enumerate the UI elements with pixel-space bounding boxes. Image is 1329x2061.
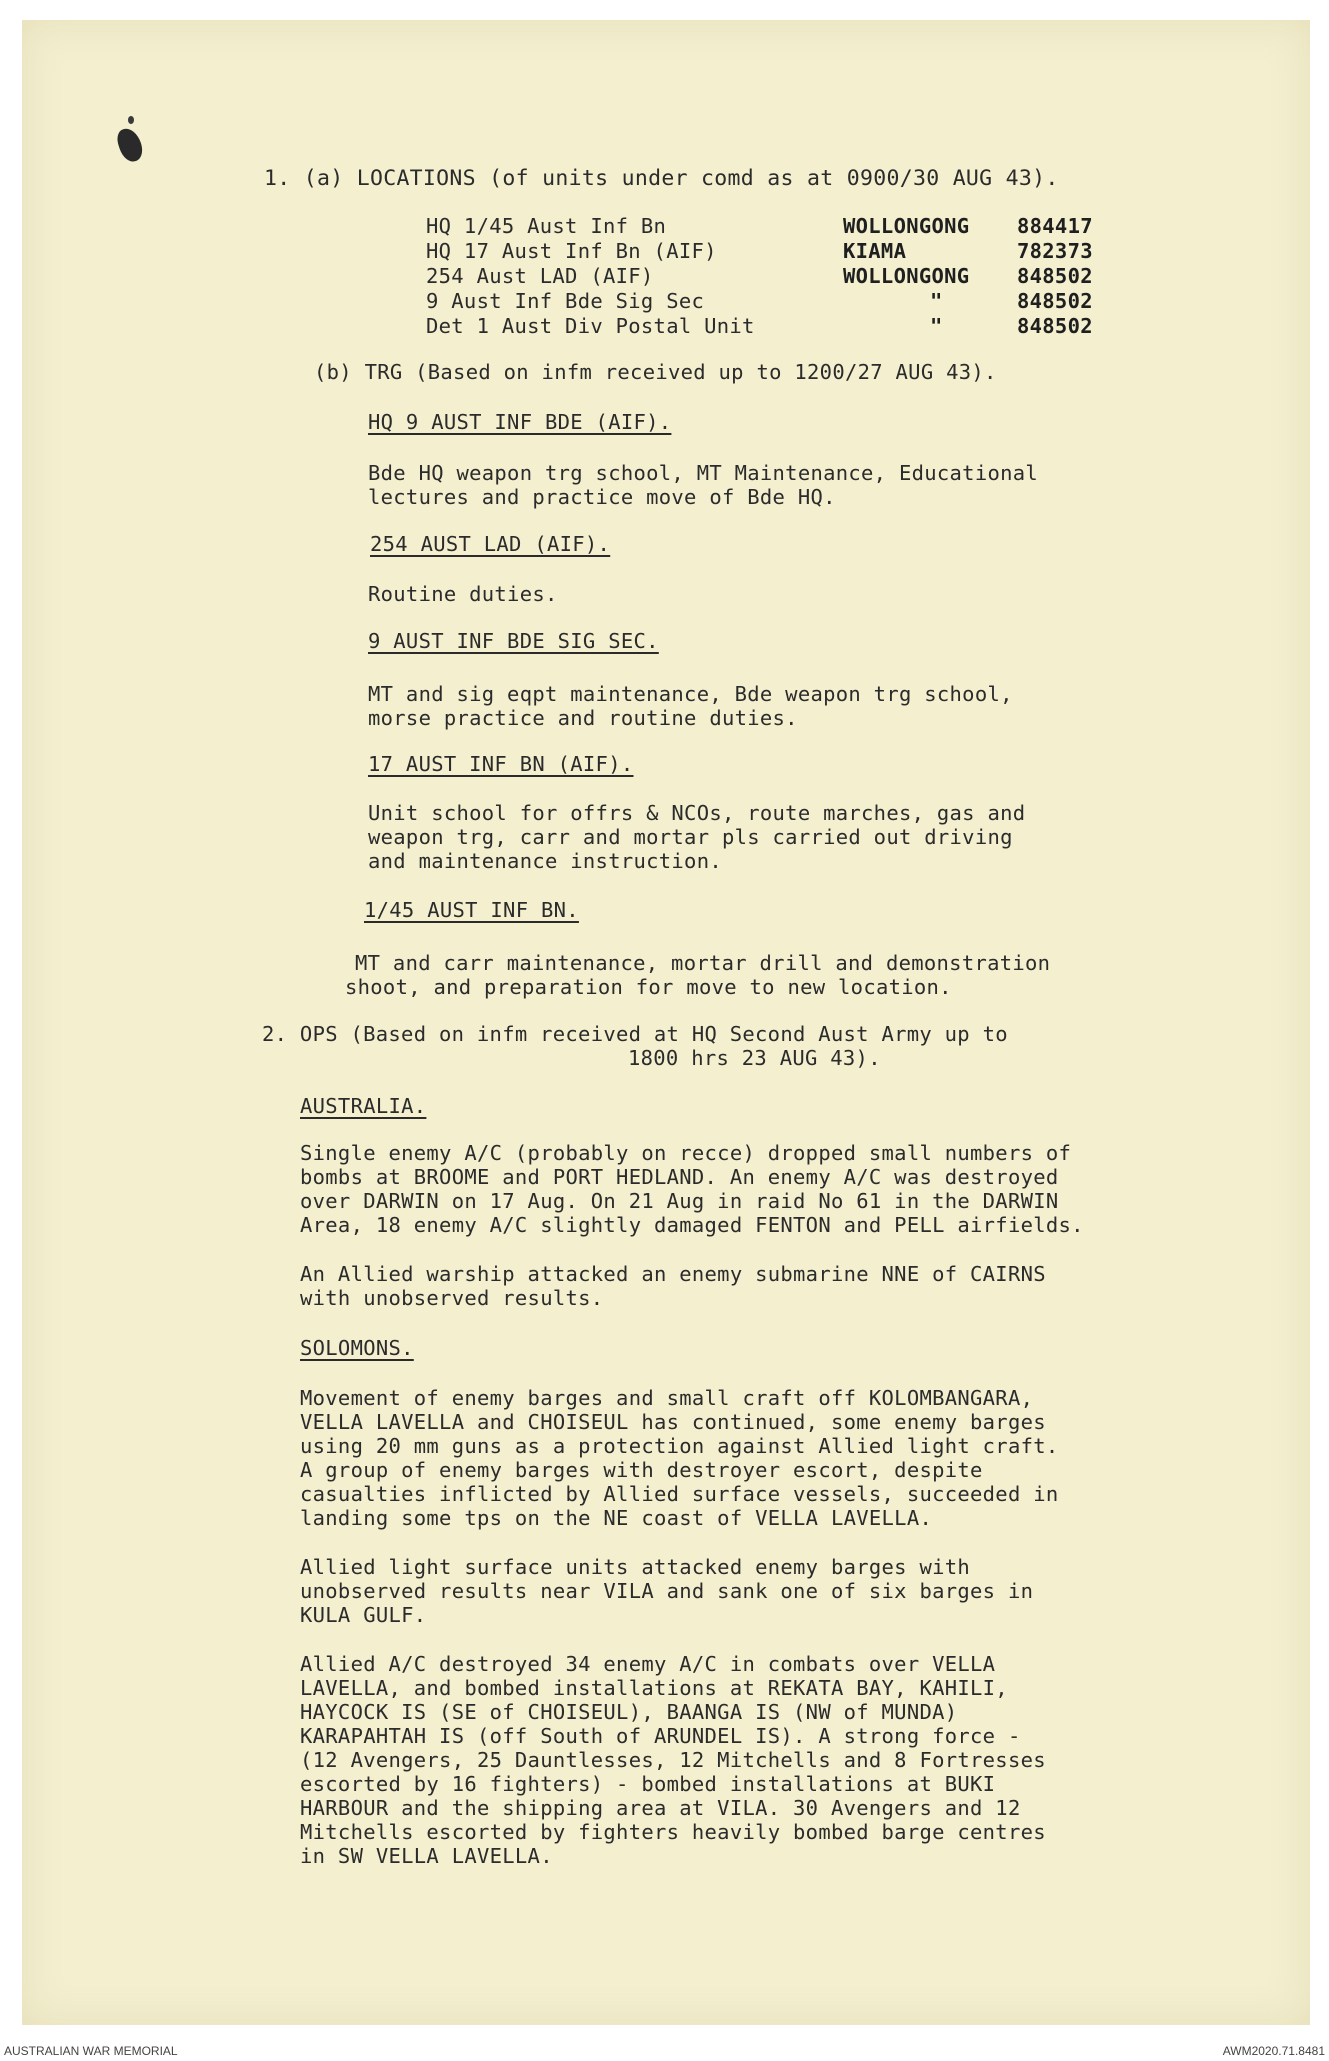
unit-text-line: Routine duties. (368, 582, 558, 606)
location-place: " (930, 314, 943, 338)
unit-title: 9 AUST INF BDE SIG SEC. (368, 629, 659, 653)
location-place: WOLLONGONG (843, 264, 970, 288)
report-line: Movement of enemy barges and small craft off KOLOMBANGARA, (300, 1386, 1034, 1410)
unit-text-line: weapon trg, carr and mortar pls carried out driving (368, 825, 1013, 849)
punch-hole (114, 125, 145, 164)
solomons-title: SOLOMONS. (300, 1336, 414, 1360)
location-place: KIAMA (843, 239, 907, 263)
location-unit: Det 1 Aust Div Postal Unit (426, 314, 755, 338)
location-unit: 9 Aust Inf Bde Sig Sec (426, 289, 705, 313)
report-line: landing some tps on the NE coast of VELLA LAVELLA. (300, 1506, 933, 1530)
report-line: bombs at BROOME and PORT HEDLAND. An enemy A/C was destroyed (300, 1165, 1059, 1189)
section-2-heading-cont: 1800 hrs 23 AUG 43). (628, 1046, 881, 1070)
unit-text-line: Bde HQ weapon trg school, MT Maintenance, Educational (368, 461, 1039, 485)
report-line: with unobserved results. (300, 1286, 604, 1310)
report-line: LAVELLA, and bombed installations at REKATA BAY, KAHILI, (300, 1676, 1008, 1700)
location-ref: 848502 (1017, 314, 1093, 338)
report-line: Mitchells escorted by fighters heavily bombed barge centres (300, 1820, 1046, 1844)
location-ref: 782373 (1017, 239, 1093, 263)
unit-title: 17 AUST INF BN (AIF). (368, 752, 634, 776)
report-line: KULA GULF. (300, 1603, 427, 1627)
unit-text-line: Unit school for offrs & NCOs, route marches, gas and (368, 801, 1026, 825)
section-2-heading: 2. OPS (Based on infm received at HQ Second Aust Army up to (262, 1022, 1008, 1046)
report-line: Area, 18 enemy A/C slightly damaged FENTON and PELL airfields. (300, 1213, 1084, 1237)
unit-text-line: MT and carr maintenance, mortar drill and demonstration (355, 951, 1051, 975)
location-unit: 254 Aust LAD (AIF) (426, 264, 654, 288)
report-line: Allied A/C destroyed 34 enemy A/C in combats over VELLA (300, 1652, 996, 1676)
report-line: VELLA LAVELLA and CHOISEUL has continued, some enemy barges (300, 1410, 1046, 1434)
report-line: KARAPAHTAH IS (off South of ARUNDEL IS). A strong force - (300, 1724, 1021, 1748)
unit-text-line: morse practice and routine duties. (368, 706, 798, 730)
report-line: casualties inflicted by Allied surface vessels, succeeded in (300, 1482, 1059, 1506)
unit-text-line: shoot, and preparation for move to new location. (345, 975, 952, 999)
report-line: An Allied warship attacked an enemy submarine NNE of CAIRNS (300, 1262, 1046, 1286)
report-line: unobserved results near VILA and sank one of six barges in (300, 1579, 1034, 1603)
location-ref: 884417 (1017, 214, 1093, 238)
report-line: escorted by 16 fighters) - bombed installations at BUKI (300, 1772, 996, 1796)
training-heading: (b) TRG (Based on infm received up to 1200/27 AUG 43). (314, 360, 997, 384)
location-ref: 848502 (1017, 264, 1093, 288)
report-line: over DARWIN on 17 Aug. On 21 Aug in raid No 61 in the DARWIN (300, 1189, 1059, 1213)
report-line: A group of enemy barges with destroyer escort, despite (300, 1458, 983, 1482)
footer-reference: AWM2020.71.8481 (1222, 2044, 1325, 2058)
report-line: using 20 mm guns as a protection against Allied light craft. (300, 1434, 1059, 1458)
location-place: " (930, 289, 943, 313)
unit-title: HQ 9 AUST INF BDE (AIF). (368, 410, 672, 434)
location-unit: HQ 1/45 Aust Inf Bn (426, 214, 667, 238)
section-1-heading: 1. (a) LOCATIONS (of units under comd as at 0900/30 AUG 43). (264, 166, 1059, 191)
report-line: Single enemy A/C (probably on recce) dropped small numbers of (300, 1141, 1072, 1165)
unit-text-line: lectures and practice move of Bde HQ. (368, 485, 836, 509)
footer-source: AUSTRALIAN WAR MEMORIAL (4, 2044, 178, 2058)
location-ref: 848502 (1017, 289, 1093, 313)
report-line: HARBOUR and the shipping area at VILA. 30 Avengers and 12 (300, 1796, 1021, 1820)
punch-hole-mark (128, 116, 134, 124)
unit-text-line: and maintenance instruction. (368, 849, 722, 873)
location-unit: HQ 17 Aust Inf Bn (AIF) (426, 239, 717, 263)
location-place: WOLLONGONG (843, 214, 970, 238)
australia-title: AUSTRALIA. (300, 1094, 427, 1118)
report-line: Allied light surface units attacked enemy barges with (300, 1555, 971, 1579)
unit-title: 254 AUST LAD (AIF). (370, 532, 611, 556)
report-line: HAYCOCK IS (SE of CHOISEUL), BAANGA IS (NW of MUNDA) (300, 1700, 958, 1724)
unit-text-line: MT and sig eqpt maintenance, Bde weapon trg school, (368, 682, 1013, 706)
report-line: in SW VELLA LAVELLA. (300, 1844, 553, 1868)
report-line: (12 Avengers, 25 Dauntlesses, 12 Mitchells and 8 Fortresses (300, 1748, 1046, 1772)
unit-title: 1/45 AUST INF BN. (364, 898, 579, 922)
